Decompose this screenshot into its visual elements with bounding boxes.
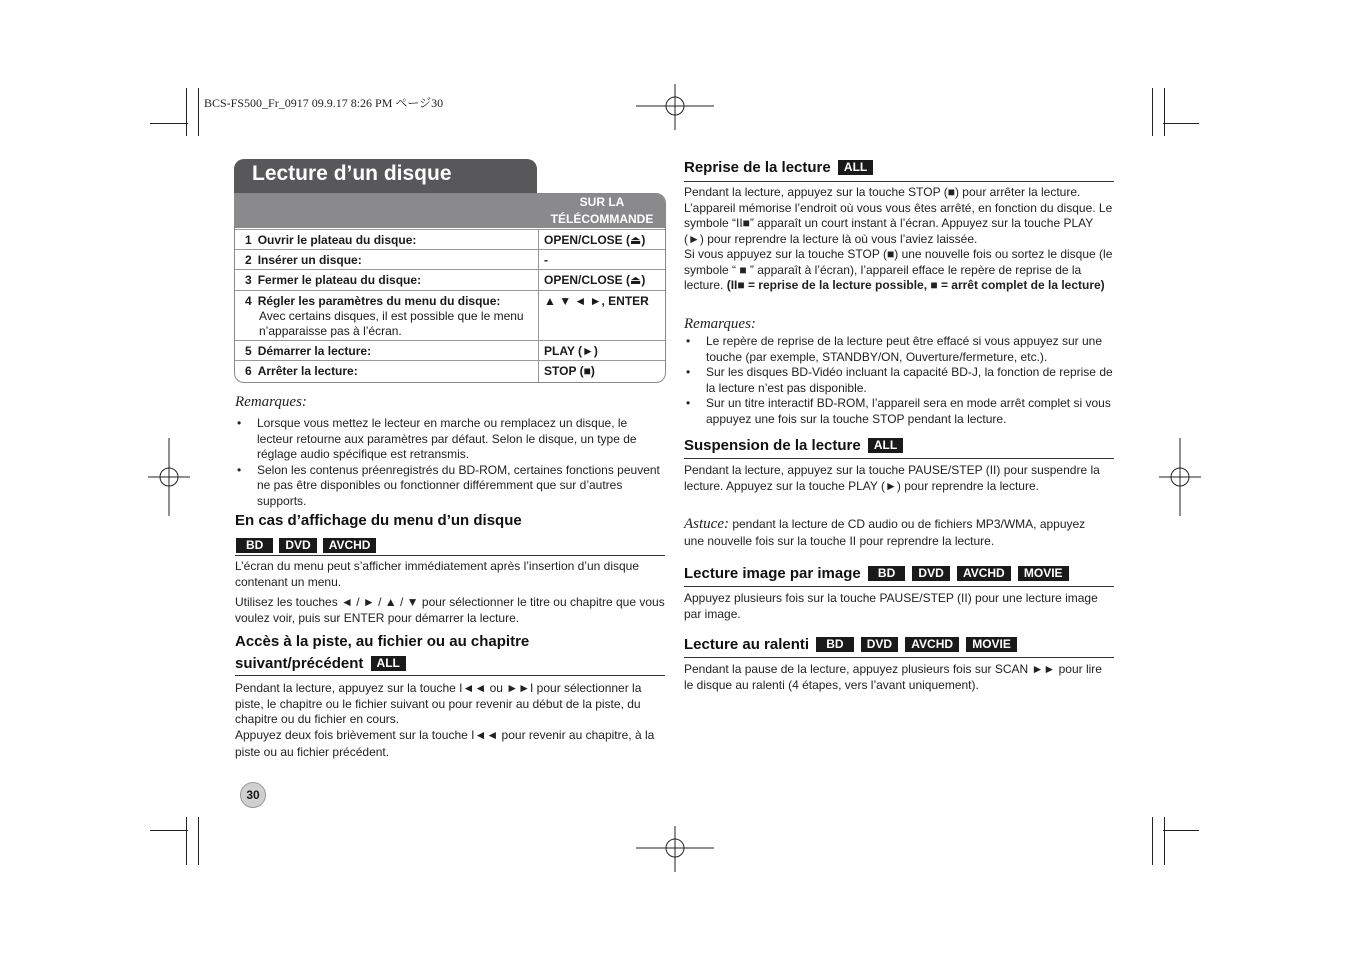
badge-avchd: AVCHD <box>323 538 377 553</box>
reprise-p1: Pendant la lecture, appuyez sur la touche STOP (■) pour arrêter la lecture. L’appareil mémorise l’endroit où vous vous êtes arrêté, en fonction du disque. Le symbole “II■” apparaît un court instant à l’écran. Appuyez sur la touche PLAY (►) pour reprendre la lecture là où vous l’aviez laissée. <box>684 185 1113 246</box>
divider <box>684 586 1114 587</box>
badge-avchd: AVCHD <box>957 566 1011 581</box>
page-title: Lecture d’un disque <box>252 162 452 185</box>
list-item: • Selon les contenus préenregistrés du BD-ROM, certaines fonctions peuvent ne pas être disponibles ou fonctionner différemment que sur d’autres supports. <box>235 463 665 510</box>
menu-section-badges <box>236 537 382 555</box>
divider <box>235 675 665 676</box>
suspension-title: Suspension de la lecture ALL <box>684 437 903 454</box>
divider <box>684 181 1114 182</box>
table-row: 5 Démarrer la lecture: PLAY (►) <box>235 340 665 361</box>
divider <box>684 458 1114 459</box>
menu-section-p1: L’écran du menu peut s’afficher immédiatement après l’insertion d’un disque contenant un menu. <box>235 559 640 589</box>
badge-dvd: DVD <box>912 566 949 581</box>
list-item: • Le repère de reprise de la lecture peut être effacé si vous appuyez sur une touche (par exemple, STANDBY/ON, Ouverture/fermeture, etc.). <box>684 334 1114 365</box>
table-row: 4 Régler les paramètres du menu du disque: Avec certains disques, il est possible que le menu n’apparaisse pas à l’écran. ▲ ▼ ◄ ►, ENTER <box>235 290 665 341</box>
registration-target-top <box>636 84 714 130</box>
reprise-remarques-list <box>684 334 1114 427</box>
left-remarques-title: Remarques: <box>235 394 307 410</box>
menu-section-title: En cas d’affichage du menu d’un disque <box>235 512 522 529</box>
registration-target-left <box>148 438 190 516</box>
badge-bd: BD <box>236 538 273 553</box>
access-section-p2: Appuyez deux fois brièvement sur la touche I◄◄ pour revenir au chapitre, à la piste ou au fichier précédent. <box>235 728 655 759</box>
reprise-title: Reprise de la lecture ALL <box>684 159 873 176</box>
steps-table <box>234 193 666 383</box>
access-section-title-1: Accès à la piste, au fichier ou au chapitre <box>235 633 530 650</box>
badge-movie: MOVIE <box>966 637 1017 652</box>
ralenti-title: Lecture au ralenti BD DVD AVCHD MOVIE <box>684 636 1017 653</box>
table-header <box>235 194 665 228</box>
badge-movie: MOVIE <box>1018 566 1069 581</box>
badge-all: ALL <box>868 438 903 453</box>
page-number: 30 <box>240 782 266 808</box>
page-title-tab <box>234 159 537 194</box>
reprise-p2: Si vous appuyez sur la touche STOP (■) une nouvelle fois ou sortez le disque (le symbole “ ■ ” apparaît à l’écran), l’appareil efface le repère de reprise de la lecture. (II■ = reprise de la lecture possible, ■ = arrêt complet de la lecture) <box>684 247 1113 292</box>
table-row: 1 Ouvrir le plateau du disque: OPEN/CLOSE (⏏) <box>235 229 665 250</box>
registration-target-right <box>1159 438 1201 516</box>
badge-avchd: AVCHD <box>905 637 959 652</box>
access-section-p1: Pendant la lecture, appuyez sur la touche I◄◄ ou ►►I pour sélectionner la piste, le chapitre ou le fichier suivant ou pour revenir au début de la piste, du chapitre ou du fichier en cours. <box>235 681 642 726</box>
badge-all: ALL <box>371 656 406 671</box>
image-par-image-p1: Appuyez plusieurs fois sur la touche PAUSE/STEP (II) pour une lecture image par image. <box>684 591 1098 621</box>
registration-target-bottom <box>636 826 714 872</box>
list-item: • Sur un titre interactif BD-ROM, l’appareil sera en mode arrêt complet si vous appuyez une fois sur la touche STOP pendant la lecture. <box>684 396 1114 427</box>
suspension-astuce: Astuce: pendant la lecture de CD audio ou de fichiers MP3/WMA, appuyez une nouvelle fois sur la touche II pour reprendre la lecture. <box>684 516 1086 548</box>
table-row: 3 Fermer le plateau du disque: OPEN/CLOSE (⏏) <box>235 269 665 291</box>
table-header-remote: SUR LA TÉLÉCOMMANDE <box>550 195 654 226</box>
list-item: • Lorsque vous mettez le lecteur en marche ou remplacez un disque, le lecteur retourne aux paramètres par défaut. Selon le disque, un type de réglage audio spécifique est retransmis. <box>235 416 665 463</box>
ralenti-p1: Pendant la pause de la lecture, appuyez plusieurs fois sur SCAN ►► pour lire le disque au ralenti (4 étapes, vers l’avant uniquement). <box>684 662 1102 692</box>
divider <box>684 657 1114 658</box>
badge-dvd: DVD <box>279 538 316 553</box>
badge-bd: BD <box>868 566 905 581</box>
suspension-p1: Pendant la lecture, appuyez sur la touche PAUSE/STEP (II) pour suspendre la lecture. Appuyez sur la touche PLAY (►) pour reprendre la lecture. <box>684 463 1100 493</box>
table-row: 6 Arrêter la lecture: STOP (■) <box>235 360 665 383</box>
table-row: 2 Insérer un disque: - <box>235 249 665 270</box>
left-remarques-list <box>235 416 665 509</box>
badge-all: ALL <box>838 160 873 175</box>
badge-bd: BD <box>816 637 853 652</box>
badge-dvd: DVD <box>861 637 898 652</box>
access-section-title-2: suivant/précédent ALL <box>235 655 406 672</box>
list-item: • Sur les disques BD-Vidéo incluant la capacité BD-J, la fonction de reprise de la lecture n’est pas disponible. <box>684 365 1114 396</box>
menu-section-p2: Utilisez les touches ◄ / ► / ▲ / ▼ pour sélectionner le titre ou chapitre que vous voulez voir, puis sur ENTER pour démarrer la lecture. <box>235 595 665 625</box>
reprise-remarques-title: Remarques: <box>684 316 756 332</box>
image-par-image-title: Lecture image par image BD DVD AVCHD MOVIE <box>684 565 1069 582</box>
print-file-info: BCS-FS500_Fr_0917 09.9.17 8:26 PM ページ30 <box>204 96 444 110</box>
divider <box>235 555 665 556</box>
